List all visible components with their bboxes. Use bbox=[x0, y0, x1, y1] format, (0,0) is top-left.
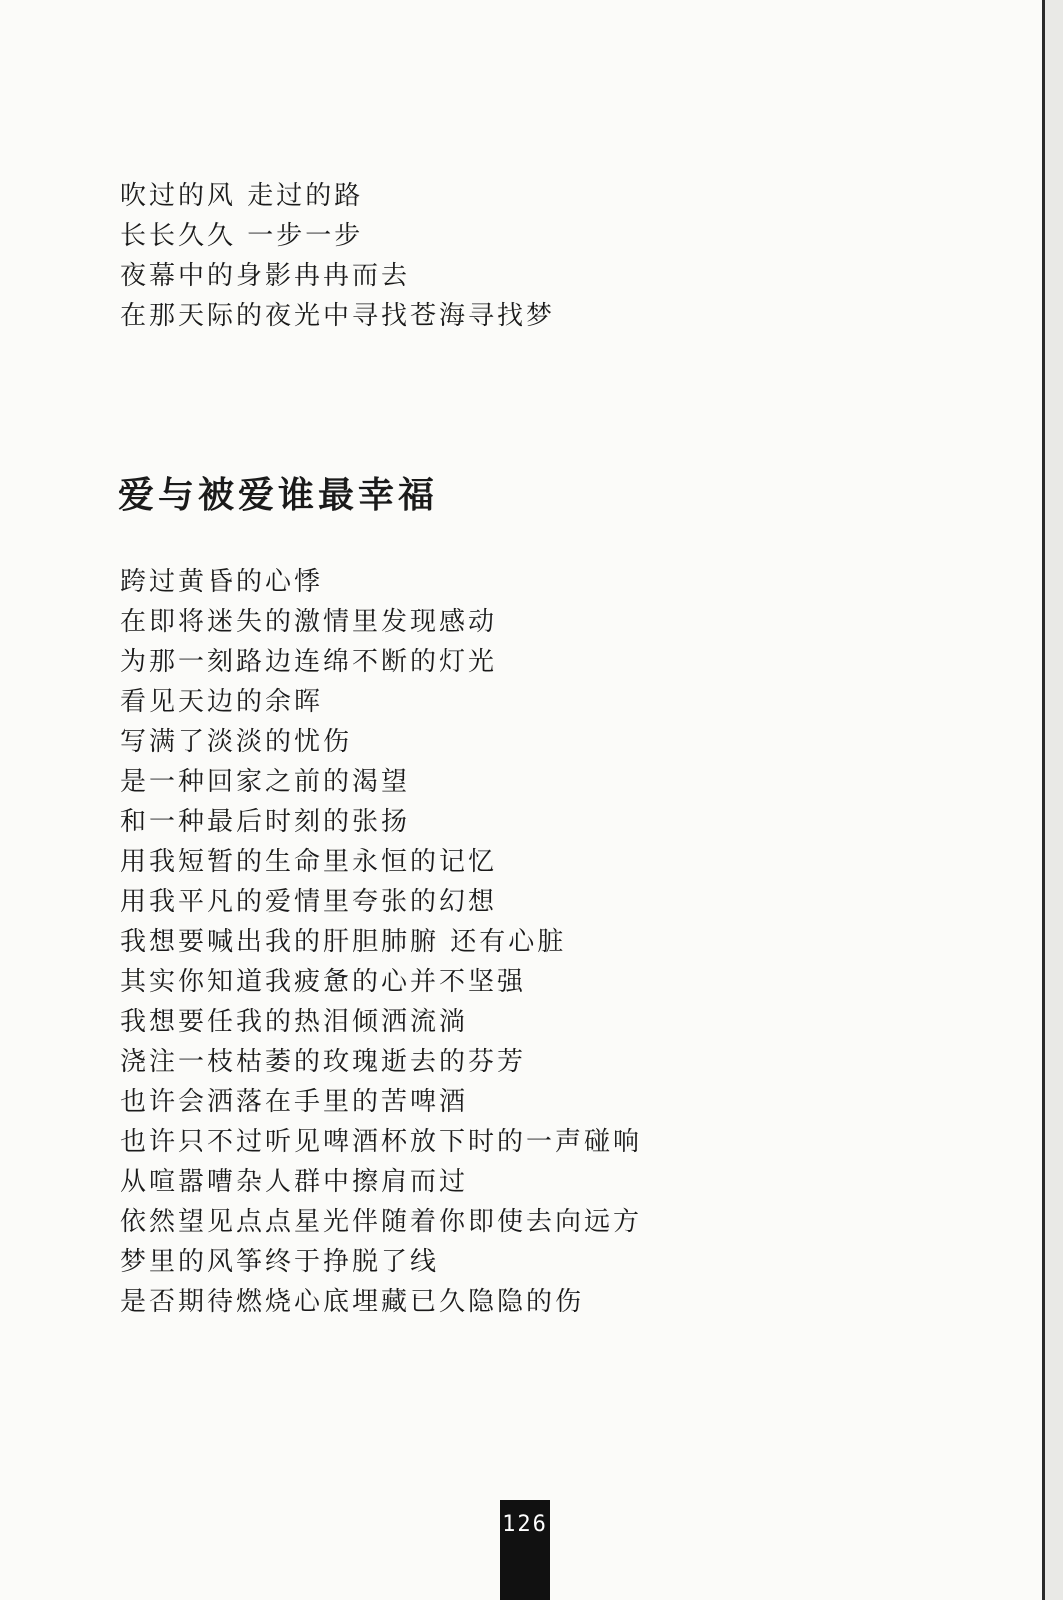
poem-line: 为那一刻路边连绵不断的灯光 bbox=[120, 647, 498, 677]
poem-line: 看见天边的余晖 bbox=[120, 687, 324, 717]
poem-line: 长长久久 一步一步 bbox=[120, 221, 364, 251]
poem-title: 爱与被爱谁最幸福 bbox=[118, 475, 439, 516]
page-number: 126 bbox=[500, 1500, 550, 1600]
poem-line: 是否期待燃烧心底埋藏已久隐隐的伤 bbox=[120, 1287, 585, 1317]
poem-line: 依然望见点点星光伴随着你即使去向远方 bbox=[120, 1207, 643, 1237]
poem-line: 吹过的风 走过的路 bbox=[120, 181, 364, 211]
poem-line: 夜幕中的身影冉冉而去 bbox=[120, 261, 411, 291]
poem-line: 在那天际的夜光中寻找苍海寻找梦 bbox=[120, 301, 556, 331]
poem-line: 我想要任我的热泪倾洒流淌 bbox=[120, 1007, 469, 1037]
intro-stanza bbox=[120, 176, 555, 336]
poem-line: 写满了淡淡的忧伤 bbox=[120, 727, 353, 757]
poem-line: 也许只不过听见啤酒杯放下时的一声碰响 bbox=[120, 1127, 643, 1157]
poem-line: 梦里的风筝终于挣脱了线 bbox=[120, 1247, 440, 1277]
poem-line: 其实你知道我疲惫的心并不坚强 bbox=[120, 967, 527, 997]
poem-line: 在即将迷失的激情里发现感动 bbox=[120, 607, 498, 637]
poem-line: 也许会洒落在手里的苦啤酒 bbox=[120, 1087, 469, 1117]
poem-line: 跨过黄昏的心悸 bbox=[120, 567, 324, 597]
poem-line: 用我短暂的生命里永恒的记忆 bbox=[120, 847, 498, 877]
poem-line: 是一种回家之前的渴望 bbox=[120, 767, 411, 797]
poem-line: 我想要喊出我的肝胆肺腑 还有心脏 bbox=[120, 927, 567, 957]
poem-line: 浇注一枝枯萎的玫瑰逝去的芬芳 bbox=[120, 1047, 527, 1077]
page-edge-line bbox=[1042, 0, 1045, 1600]
poem-line: 从喧嚣嘈杂人群中擦肩而过 bbox=[120, 1167, 469, 1197]
poem-line: 用我平凡的爱情里夸张的幻想 bbox=[120, 887, 498, 917]
scan-margin bbox=[1045, 0, 1063, 1600]
poem-line: 和一种最后时刻的张扬 bbox=[120, 807, 411, 837]
poem-body bbox=[120, 562, 642, 1322]
